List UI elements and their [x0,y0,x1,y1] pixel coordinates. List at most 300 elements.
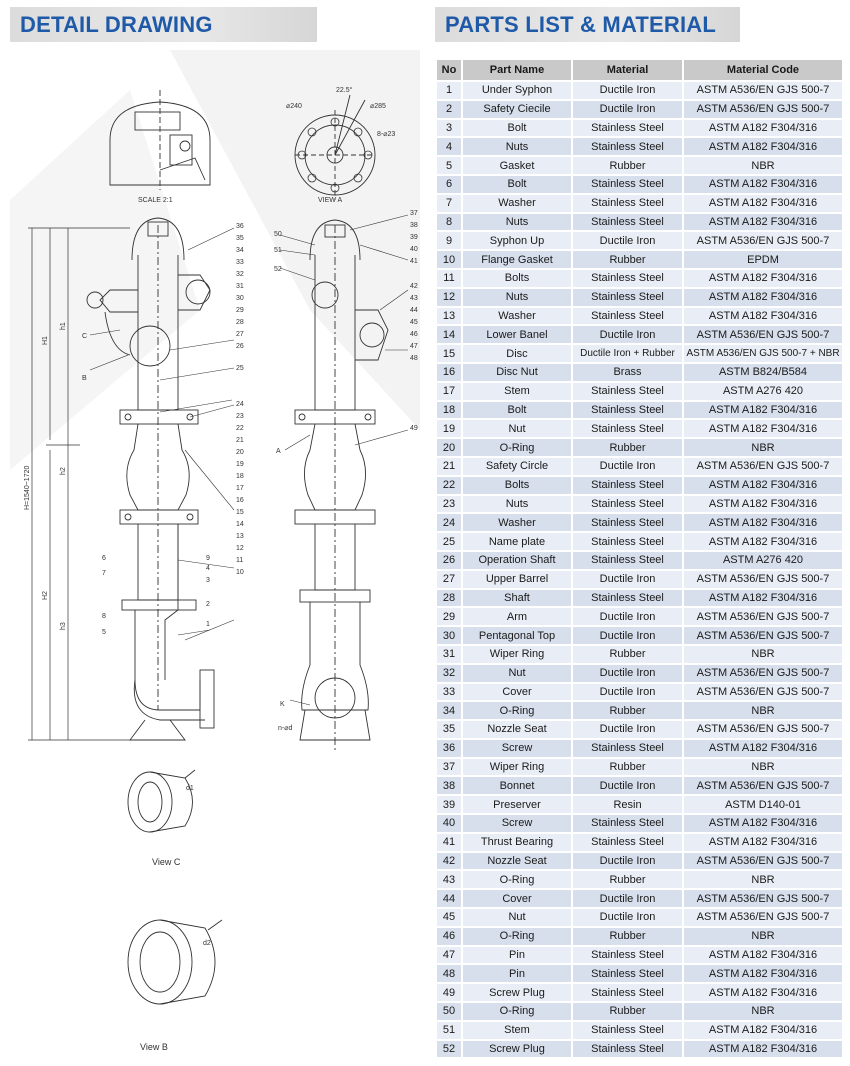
callout: 22 [236,425,244,432]
table-row [437,759,842,778]
cell-material-code: ASTM A536/EN GJS 500-7 [684,665,842,684]
table-row [437,251,842,270]
table-row [437,1022,842,1041]
callout: 41 [410,258,418,265]
callout: 13 [236,533,244,540]
cell-material-code: ASTM A182 F304/316 [684,834,842,853]
cell-material-code: ASTM A182 F304/316 [684,120,842,139]
cell-no: 52 [437,1041,463,1060]
cell-material-code: NBR [684,1003,842,1022]
cell-part-name: Pin [463,947,573,966]
table-row [437,214,842,233]
table-row [437,308,842,327]
table-row [437,176,842,195]
cell-material-code: NBR [684,928,842,947]
cell-no: 1 [437,82,463,101]
cell-material-code: ASTM A182 F304/316 [684,815,842,834]
cell-no: 10 [437,251,463,270]
cell-no: 38 [437,777,463,796]
table-row [437,740,842,759]
table-row [437,702,842,721]
cell-material-code: ASTM A182 F304/316 [684,195,842,214]
callout: 9 [206,555,210,562]
cell-material-code: ASTM A182 F304/316 [684,1041,842,1060]
table-row [437,439,842,458]
cell-part-name: Screw [463,815,573,834]
callout: 27 [236,331,244,338]
cell-part-name: Lower Banel [463,326,573,345]
table-row [437,590,842,609]
cell-part-name: Bolt [463,402,573,421]
table-header-row [437,60,842,82]
cell-no: 40 [437,815,463,834]
cell-part-name: Stem [463,383,573,402]
dim-d285: ⌀285 [370,103,386,110]
cell-material: Stainless Steel [573,214,684,233]
cell-part-name: Wiper Ring [463,759,573,778]
callout: 48 [410,355,418,362]
cell-material-code: ASTM A182 F304/316 [684,514,842,533]
cell-material-code: ASTM B824/B584 [684,364,842,383]
callout: 29 [236,307,244,314]
cell-material-code: ASTM A536/EN GJS 500-7 [684,853,842,872]
cell-material-code: ASTM A182 F304/316 [684,138,842,157]
cell-material-code: ASTM A182 F304/316 [684,176,842,195]
cell-part-name: Nut [463,909,573,928]
cell-material-code: ASTM A182 F304/316 [684,289,842,308]
callout: 50 [274,231,282,238]
cell-material: Ductile Iron [573,684,684,703]
cell-part-name: Cover [463,890,573,909]
cell-no: 21 [437,458,463,477]
table-row [437,232,842,251]
callout: 46 [410,331,418,338]
cell-material-code: ASTM A182 F304/316 [684,308,842,327]
callout: 8 [102,613,106,620]
table-row [437,138,842,157]
view-b-label: View B [140,1042,168,1052]
callout: 42 [410,283,418,290]
cell-material: Stainless Steel [573,947,684,966]
detail-drawing-header: DETAIL DRAWING [10,7,317,42]
callout: 40 [410,246,418,253]
cell-material-code: ASTM A182 F304/316 [684,984,842,1003]
cell-no: 36 [437,740,463,759]
cell-material: Brass [573,364,684,383]
cell-material-code: ASTM A182 F304/316 [684,214,842,233]
cell-no: 12 [437,289,463,308]
table-row [437,383,842,402]
cell-no: 45 [437,909,463,928]
callout: 34 [236,247,244,254]
cell-material-code: ASTM A182 F304/316 [684,965,842,984]
cell-part-name: Flange Gasket [463,251,573,270]
cell-part-name: Shaft [463,590,573,609]
callout: 33 [236,259,244,266]
table-row [437,326,842,345]
table-row [437,665,842,684]
cell-material: Ductile Iron [573,853,684,872]
table-row [437,101,842,120]
callout: 20 [236,449,244,456]
callout: 2 [206,601,210,608]
detail-drawing [10,50,420,1060]
parts-list-header: PARTS LIST & MATERIAL [435,7,740,42]
cell-material: Stainless Steel [573,477,684,496]
callout: 35 [236,235,244,242]
cell-material: Stainless Steel [573,496,684,515]
hydrant-drawing-svg [10,50,420,1060]
cell-part-name: Operation Shaft [463,552,573,571]
table-row [437,834,842,853]
cell-material-code: NBR [684,439,842,458]
dim-sh3: h3 [60,622,67,630]
cell-no: 6 [437,176,463,195]
cell-material: Ductile Iron [573,665,684,684]
cell-material: Rubber [573,1003,684,1022]
cell-no: 24 [437,514,463,533]
cell-no: 16 [437,364,463,383]
cell-material-code: ASTM A536/EN GJS 500-7 + NBR [684,345,842,364]
cell-material: Ductile Iron [573,232,684,251]
dim-d2: d2 [203,940,211,947]
cell-material-code: NBR [684,702,842,721]
cell-material: Rubber [573,702,684,721]
cell-no: 34 [437,702,463,721]
cell-material-code: ASTM A182 F304/316 [684,533,842,552]
cell-no: 47 [437,947,463,966]
cell-no: 15 [437,345,463,364]
cell-part-name: Thrust Bearing [463,834,573,853]
table-row [437,270,842,289]
cell-material-code: ASTM A536/EN GJS 500-7 [684,608,842,627]
callout: 15 [236,509,244,516]
cell-material-code: ASTM A536/EN GJS 500-7 [684,458,842,477]
table-row [437,721,842,740]
cell-no: 11 [437,270,463,289]
cell-part-name: Nut [463,665,573,684]
cell-material: Stainless Steel [573,1022,684,1041]
cell-no: 7 [437,195,463,214]
cell-no: 37 [437,759,463,778]
table-row [437,195,842,214]
dim-h1: H1 [42,336,49,345]
callout: 49 [410,425,418,432]
cell-part-name: Syphon Up [463,232,573,251]
cell-material: Stainless Steel [573,514,684,533]
cell-material-code: ASTM A536/EN GJS 500-7 [684,909,842,928]
cell-material-code: ASTM A536/EN GJS 500-7 [684,571,842,590]
cell-material: Ductile Iron [573,721,684,740]
table-row [437,157,842,176]
cell-material-code: NBR [684,871,842,890]
cell-no: 49 [437,984,463,1003]
dim-sh2: h2 [60,467,67,475]
cell-part-name: Upper Barrel [463,571,573,590]
table-row [437,627,842,646]
cell-material-code: ASTM A182 F304/316 [684,1022,842,1041]
cell-material-code: NBR [684,157,842,176]
table-row [437,402,842,421]
cell-material: Rubber [573,251,684,270]
cell-no: 19 [437,420,463,439]
callout: 19 [236,461,244,468]
cell-part-name: Nuts [463,214,573,233]
cell-part-name: Preserver [463,796,573,815]
cell-material-code: ASTM A536/EN GJS 500-7 [684,326,842,345]
cell-part-name: Under Syphon [463,82,573,101]
cell-material: Ductile Iron [573,571,684,590]
cell-part-name: Disc [463,345,573,364]
cell-part-name: O-Ring [463,439,573,458]
cell-material-code: ASTM A536/EN GJS 500-7 [684,721,842,740]
cell-no: 17 [437,383,463,402]
cell-material: Stainless Steel [573,1041,684,1060]
dim-d1: d1 [186,785,194,792]
cell-part-name: Bolts [463,270,573,289]
table-row [437,871,842,890]
table-row [437,458,842,477]
cell-material-code: ASTM A536/EN GJS 500-7 [684,101,842,120]
callout: 26 [236,343,244,350]
table-row [437,646,842,665]
cell-part-name: Bonnet [463,777,573,796]
cell-part-name: O-Ring [463,871,573,890]
cell-no: 51 [437,1022,463,1041]
cell-part-name: Nuts [463,496,573,515]
cell-no: 20 [437,439,463,458]
cell-no: 22 [437,477,463,496]
cell-part-name: Nozzle Seat [463,721,573,740]
cell-material-code: ASTM A536/EN GJS 500-7 [684,777,842,796]
cell-material: Rubber [573,439,684,458]
dim-angle: 22.5° [336,87,353,94]
cell-material: Stainless Steel [573,552,684,571]
cell-no: 32 [437,665,463,684]
cell-part-name: Washer [463,195,573,214]
cell-part-name: Screw Plug [463,984,573,1003]
column-header-no: No [437,60,463,82]
cell-material: Stainless Steel [573,308,684,327]
cell-material-code: NBR [684,759,842,778]
cell-part-name: Bolts [463,477,573,496]
view-c-label: View C [152,857,181,867]
cell-no: 3 [437,120,463,139]
table-row [437,777,842,796]
table-row [437,82,842,101]
table-row [437,608,842,627]
cell-material: Ductile Iron [573,458,684,477]
cell-part-name: Safety Circle [463,458,573,477]
parts-table-body [437,82,842,1059]
cell-material: Ductile Iron [573,777,684,796]
cell-no: 39 [437,796,463,815]
cell-material: Ductile Iron [573,82,684,101]
cell-material: Stainless Steel [573,984,684,1003]
callout: 36 [236,223,244,230]
callout: 24 [236,401,244,408]
table-row [437,684,842,703]
cell-part-name: Safety Ciecile [463,101,573,120]
cell-material-code: ASTM A182 F304/316 [684,270,842,289]
cell-material: Rubber [573,646,684,665]
cell-part-name: Bolt [463,120,573,139]
cell-material: Rubber [573,871,684,890]
view-a-label: VIEW A [318,197,343,204]
cell-material-code: ASTM A536/EN GJS 500-7 [684,82,842,101]
cell-no: 43 [437,871,463,890]
cell-no: 46 [437,928,463,947]
cell-part-name: O-Ring [463,928,573,947]
callout: 44 [410,307,418,314]
cell-part-name: Pin [463,965,573,984]
cell-no: 26 [437,552,463,571]
callout: 31 [236,283,244,290]
cell-material-code: NBR [684,646,842,665]
cell-material: Stainless Steel [573,590,684,609]
cell-no: 41 [437,834,463,853]
callout: 23 [236,413,244,420]
cell-material-code: ASTM A276 420 [684,383,842,402]
cell-no: 31 [437,646,463,665]
cell-no: 30 [437,627,463,646]
cell-material: Ductile Iron [573,890,684,909]
dim-nd: n-⌀d [278,725,293,732]
cell-material: Stainless Steel [573,420,684,439]
cell-material-code: ASTM A536/EN GJS 500-7 [684,684,842,703]
cell-material-code: ASTM A182 F304/316 [684,496,842,515]
callout: 52 [274,266,282,273]
table-row [437,796,842,815]
cell-no: 28 [437,590,463,609]
callout: 5 [102,629,106,636]
table-row [437,364,842,383]
letter-b: B [82,375,87,382]
table-row [437,1003,842,1022]
cell-no: 25 [437,533,463,552]
cell-part-name: Cover [463,684,573,703]
cell-material-code: ASTM A182 F304/316 [684,420,842,439]
cell-material: Ductile Iron [573,101,684,120]
callout: 10 [236,569,244,576]
table-row [437,890,842,909]
table-row [437,853,842,872]
callout: 37 [410,210,418,217]
cell-part-name: Washer [463,514,573,533]
cell-material-code: ASTM A182 F304/316 [684,740,842,759]
dim-sh1: h1 [60,322,67,330]
cell-no: 8 [437,214,463,233]
table-row [437,815,842,834]
scale-label: SCALE 2:1 [138,197,173,204]
cell-part-name: Nuts [463,138,573,157]
cell-no: 35 [437,721,463,740]
cell-part-name: Name plate [463,533,573,552]
column-header-material-code: Material Code [684,60,842,82]
cell-no: 13 [437,308,463,327]
cell-material: Stainless Steel [573,176,684,195]
view-c-coupling [128,770,195,832]
cell-no: 44 [437,890,463,909]
dim-bolts: 8-⌀23 [377,131,396,138]
table-row [437,909,842,928]
callout: 4 [206,565,210,572]
table-row [437,289,842,308]
callout: 17 [236,485,244,492]
table-row [437,965,842,984]
callout: 18 [236,473,244,480]
callout: 12 [236,545,244,552]
table-row [437,420,842,439]
cell-part-name: Arm [463,608,573,627]
cell-material-code: ASTM A536/EN GJS 500-7 [684,890,842,909]
table-row [437,1041,842,1060]
callout: 25 [236,365,244,372]
letter-a: A [276,448,281,455]
cell-material-code: ASTM A182 F304/316 [684,590,842,609]
table-row [437,345,842,364]
table-row [437,571,842,590]
background-shape [10,90,200,470]
cell-part-name: O-Ring [463,1003,573,1022]
cell-part-name: Bolt [463,176,573,195]
cell-no: 27 [437,571,463,590]
callout: 3 [206,577,210,584]
cell-material: Rubber [573,759,684,778]
cell-no: 9 [437,232,463,251]
cell-material: Ductile Iron [573,326,684,345]
table-row [437,496,842,515]
cell-material: Stainless Steel [573,270,684,289]
column-header-part-name: Part Name [463,60,573,82]
cell-material: Stainless Steel [573,402,684,421]
cell-part-name: Washer [463,308,573,327]
cell-material: Ductile Iron [573,627,684,646]
callout: 1 [206,621,210,628]
parts-list-table-container [437,60,842,1059]
cell-material: Stainless Steel [573,383,684,402]
view-b-coupling [128,920,222,1004]
cell-material: Ductile Iron + Rubber [573,345,684,364]
callout: 6 [102,555,106,562]
callout: 28 [236,319,244,326]
callout: 14 [236,521,244,528]
cell-no: 18 [437,402,463,421]
cell-material: Resin [573,796,684,815]
callout: 39 [410,234,418,241]
cell-material-code: ASTM A182 F304/316 [684,402,842,421]
cell-part-name: Disc Nut [463,364,573,383]
cell-material: Rubber [573,928,684,947]
parts-list-table [437,60,842,1059]
cell-material-code: ASTM A276 420 [684,552,842,571]
table-row [437,984,842,1003]
cell-no: 42 [437,853,463,872]
cell-material: Stainless Steel [573,815,684,834]
cell-part-name: Screw [463,740,573,759]
cell-no: 50 [437,1003,463,1022]
callout: 43 [410,295,418,302]
cell-no: 23 [437,496,463,515]
letter-k: K [280,701,285,708]
dim-h2: H2 [42,591,49,600]
cell-part-name: Gasket [463,157,573,176]
cell-no: 2 [437,101,463,120]
cell-material-code: EPDM [684,251,842,270]
callout: 30 [236,295,244,302]
cell-no: 29 [437,608,463,627]
column-header-material: Material [573,60,684,82]
